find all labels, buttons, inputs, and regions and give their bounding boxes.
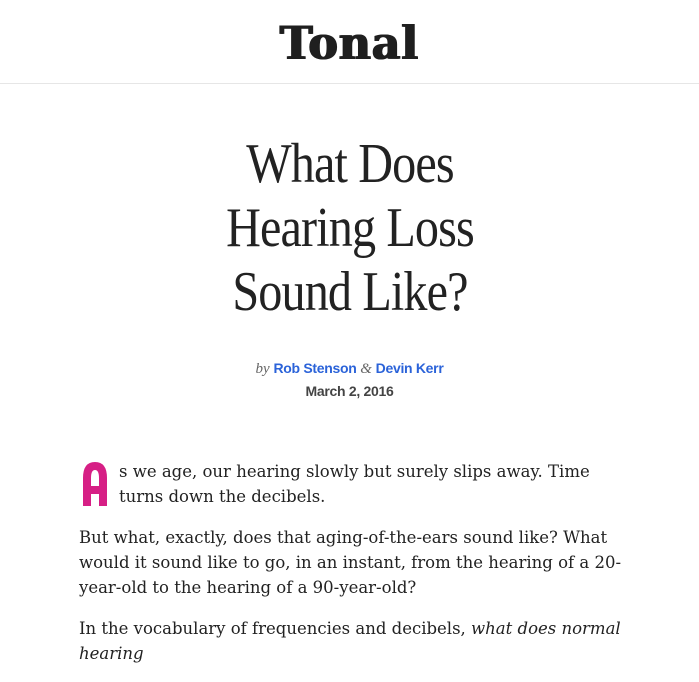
site-header (0, 0, 699, 84)
title-line-1: What Does (245, 133, 454, 195)
author-link-devin-kerr[interactable]: Devin Kerr (375, 360, 444, 376)
byline-by: by (255, 361, 270, 377)
byline (0, 358, 699, 379)
paragraph-3-italic: what does normal hearing (79, 619, 621, 663)
byline-ampersand: & (360, 361, 372, 377)
dropcap-a-icon (79, 460, 111, 508)
paragraph-3 (79, 616, 629, 666)
intro-paragraph (79, 458, 629, 509)
title-line-2: Hearing Loss (225, 197, 474, 259)
title-line-3: Sound Like? (231, 261, 468, 323)
publish-date: March 2, 2016 (305, 383, 394, 399)
author-link-rob-stenson[interactable]: Rob Stenson (273, 360, 357, 376)
site-logo[interactable]: Tonal (279, 16, 420, 70)
paragraph-2: But what, exactly, does that aging-of-the-ears sound like? What would it sound like to go, in an instant, from the hearing of a 20-year-old to the hearing of a 90-year-old? (79, 528, 622, 597)
article-title (169, 132, 530, 324)
article-body (79, 458, 629, 682)
paragraph-3-text: In the vocabulary of frequencies and decibels, (79, 619, 472, 638)
intro-paragraph-text: s we age, our hearing slowly but surely slips away. Time turns down the decibels. (119, 462, 590, 506)
